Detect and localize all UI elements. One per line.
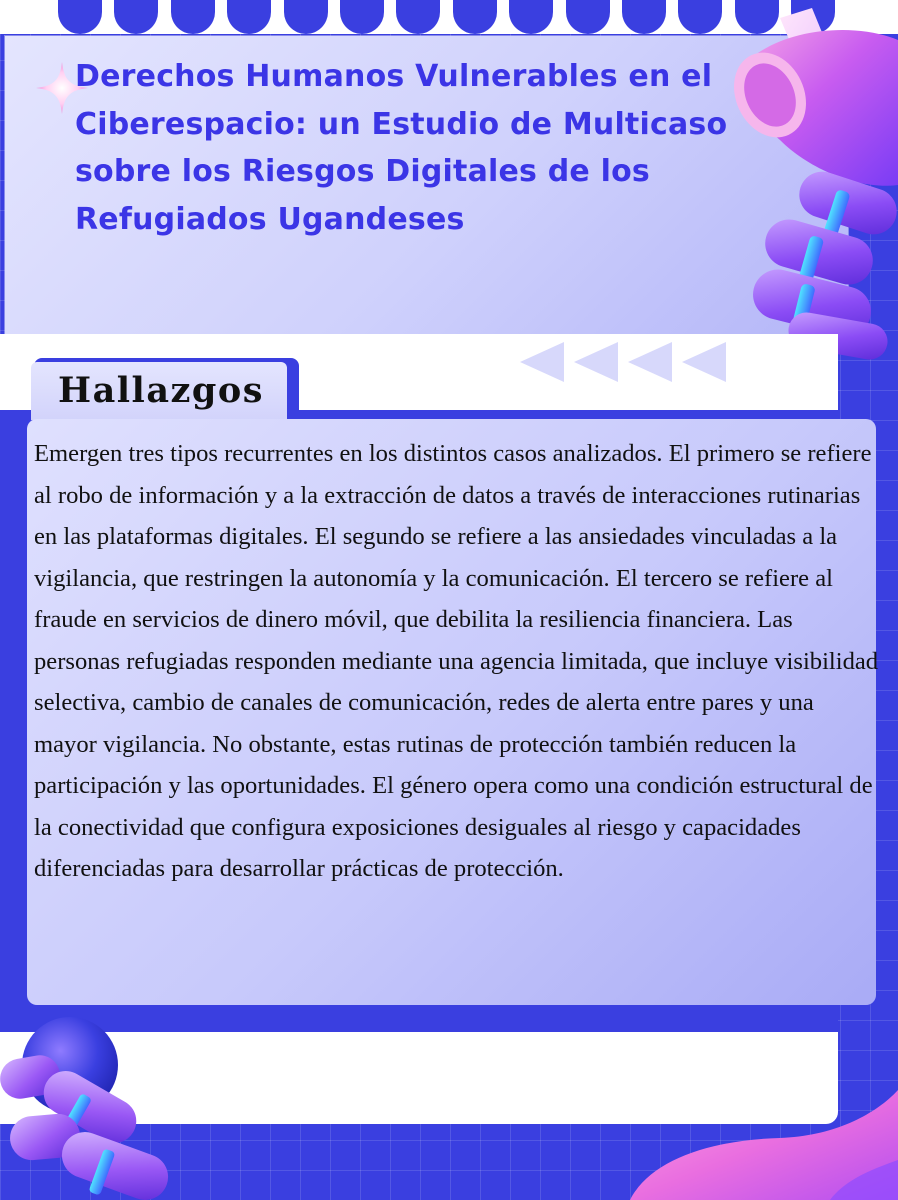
binding-hole: [509, 0, 553, 34]
binding-hole: [340, 0, 384, 34]
binding-hole: [114, 0, 158, 34]
chevron-left-arrows: [520, 340, 735, 384]
binding-hole: [396, 0, 440, 34]
binding-hole: [58, 0, 102, 34]
spring-coil-3d-decoration: [0, 1015, 215, 1200]
body-text: Emergen tres tipos recurrentes en los distintos casos analizados. El primero se refiere al robo de información y a la extracción de datos a través de interacciones rutinarias en las plataformas digitales. El segundo se refiere a las ansiedades vinculadas a la vigilancia, que restringen la autonomía y la comunicación. El tercero se refiere al fraude en servicios de dinero móvil, que debilita la resiliencia financiera. Las personas refugiadas responden mediante una agencia limitada, que incluye visibilidad selectiva, cambio de canales de comunicación, redes de alerta entre pares y una mayor vigilancia. No obstante, estas rutinas de protección también reducen la participación y las oportunidades. El género opera como una condición estructural de la conectividad que configura exposiciones desiguales al riesgo y capacidades diferenciadas para desarrollar prácticas de protección.: [34, 440, 879, 882]
megaphone-3d-decoration: [700, 0, 898, 360]
pink-blob-decoration: [630, 1090, 898, 1200]
binding-hole: [622, 0, 666, 34]
binding-hole: [284, 0, 328, 34]
binding-hole: [171, 0, 215, 34]
document-title: Derechos Humanos Vulnerables en el Ciberespacio: un Estudio de Multicaso sobre los Riesgos Digitales de los Refugiados Ugandeses: [75, 59, 728, 237]
binding-hole: [227, 0, 271, 34]
binding-hole: [453, 0, 497, 34]
section-heading: Hallazgos: [58, 370, 264, 411]
binding-hole: [566, 0, 610, 34]
